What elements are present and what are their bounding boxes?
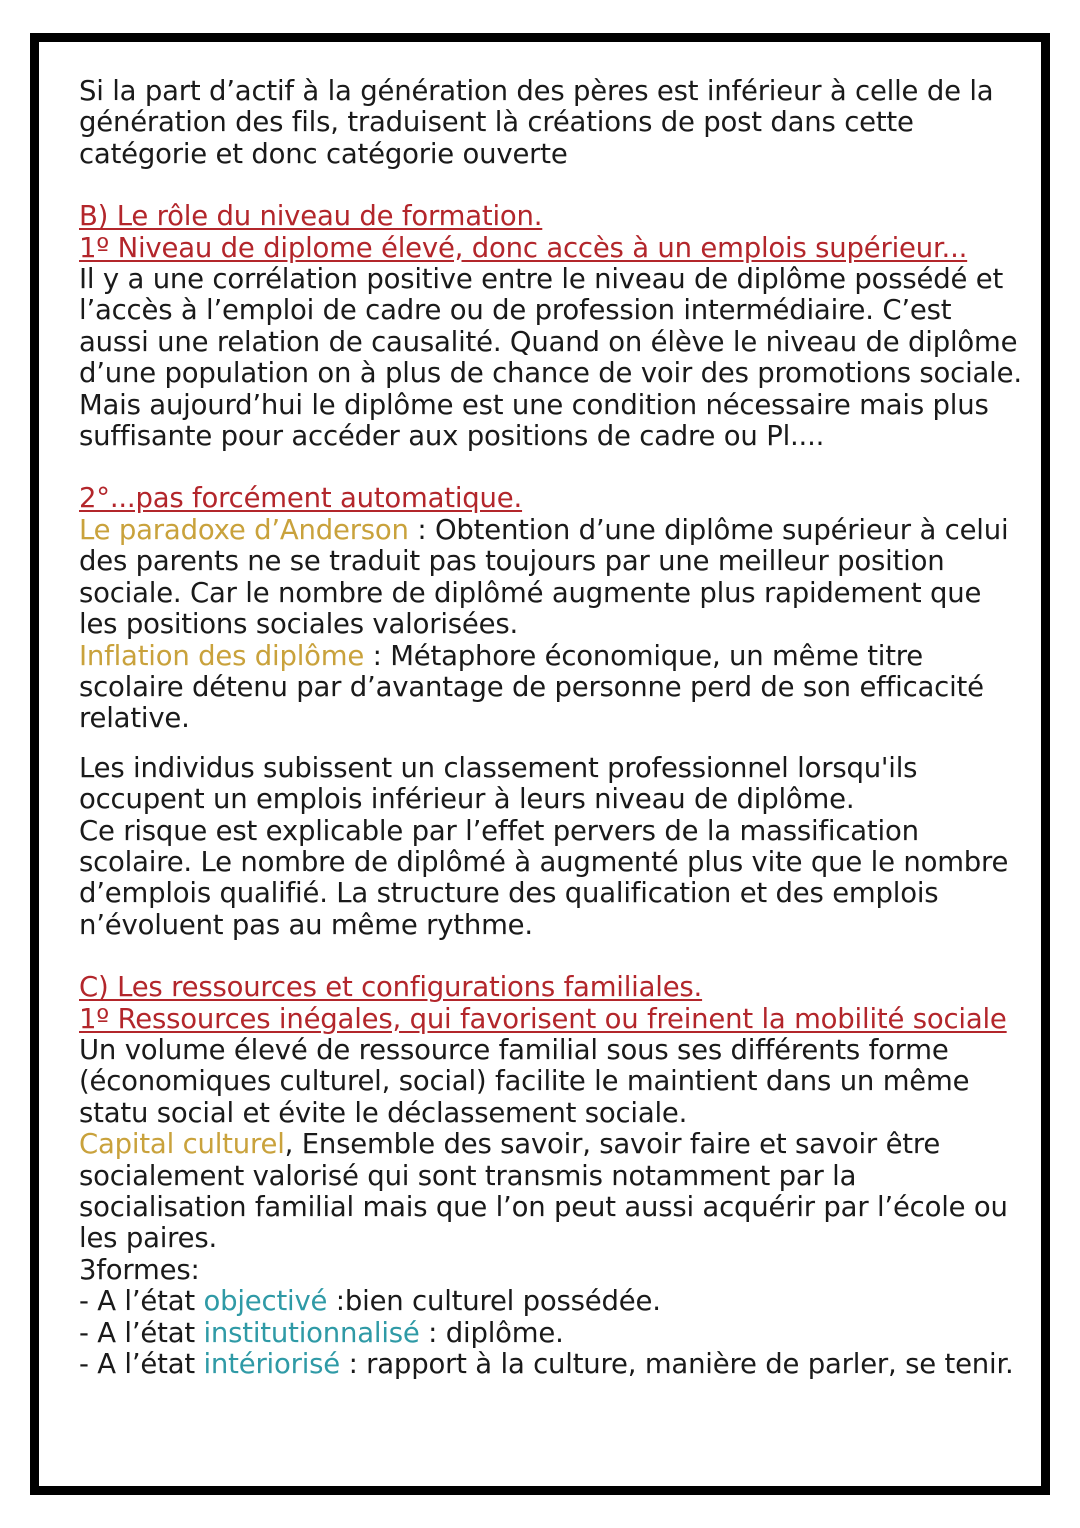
section-c-sub1-paragraph-1: Un volume élevé de ressource familial sous ses différents forme (économiques culturel, social) facilite le maintient dans un même statu social et évite le déclassement sociale. [79,1033,970,1129]
list-item: - A l’état intériorisé : rapport à la culture, manière de parler, se tenir. [79,1348,1014,1381]
definition-capital-culturel [79,1129,1027,1255]
list-item: - A l’état objectivé :bien culturel possédée. [79,1285,661,1318]
intro-paragraph: Si la part d’actif à la génération des pères est inférieur à celle de la génération des fils, traduisent là créations de post dans cette catégorie et donc catégorie ouverte [79,75,994,170]
section-b-sub2-paragraph-4: Ce risque est explicable par l’effet pervers de la massification scolaire. Le nombre de diplômé à augmenté plus vite que le nombre d’emplois qualifié. La structure des qualification et des emplois n’évoluent pas au même rythme. [79,814,1009,941]
forms-label: 3formes: [79,1253,200,1286]
section-c-title: C) Les ressources et configurations familiales. [79,971,703,1004]
term-interiorise: intériorisé [203,1348,341,1381]
definition-anderson [79,515,1027,641]
definition-inflation-text: : Métaphore économique, un même titre scolaire détenu par d’avantage de personne perd de son efficacité relative. [79,639,984,735]
section-b-sub1-paragraph-1: Il y a une corrélation positive entre le niveau de diplôme possédé et l’accès à l’emploi de cadre ou de profession intermédiaire. C’est aussi une relation de causalité. Quand on élève le niveau de diplôme d’une population on à plus de chance de voir des promotions sociale. [79,263,1022,390]
list-item: - A l’état institutionnalisé : diplôme. [79,1316,564,1349]
term-capital-culturel: Capital culturel [79,1128,285,1161]
term-inflation: Inflation des diplôme [79,639,365,672]
section-b-sub1-paragraph-2: Mais aujourd’hui le diplôme est une condition nécessaire mais plus suffisante pour accéder aux positions de cadre ou Pl.... [79,388,989,453]
page-border [30,33,1050,1495]
term-institutionnalise: institutionnalisé [203,1316,420,1349]
section-b-sub2-paragraph-3: Les individus subissent un classement professionnel lorsqu'ils occupent un emplois inférieur à leurs niveau de diplôme. [79,751,918,816]
section-b-sub1-title: 1º Niveau de diplome élevé, donc accès à un emplois supérieur... [79,231,968,264]
section-b-title: B) Le rôle du niveau de formation. [79,200,543,233]
section-b-sub2-title: 2°...pas forcément automatique. [79,482,523,515]
definition-anderson-text: : Obtention d’une diplôme supérieur à celui des parents ne se traduit pas toujours par une meilleur position sociale. Car le nombre de diplômé augmente plus rapidement que les positions sociales valorisées. [79,513,1009,641]
term-objective: objectivé [203,1285,328,1318]
section-c-sub1-title: 1º Ressources inégales, qui favorisent ou freinent la mobilité sociale [79,1002,1007,1035]
term-anderson: Le paradoxe d’Anderson [79,513,409,546]
definition-inflation [79,641,1027,735]
notes-content [79,76,1027,1380]
definition-capital-culturel-text: , Ensemble des savoir, savoir faire et savoir être socialement valorisé qui sont transmis notamment par la socialisation familial mais que l’on peut aussi acquérir par l’école ou les paires. [79,1128,1008,1255]
